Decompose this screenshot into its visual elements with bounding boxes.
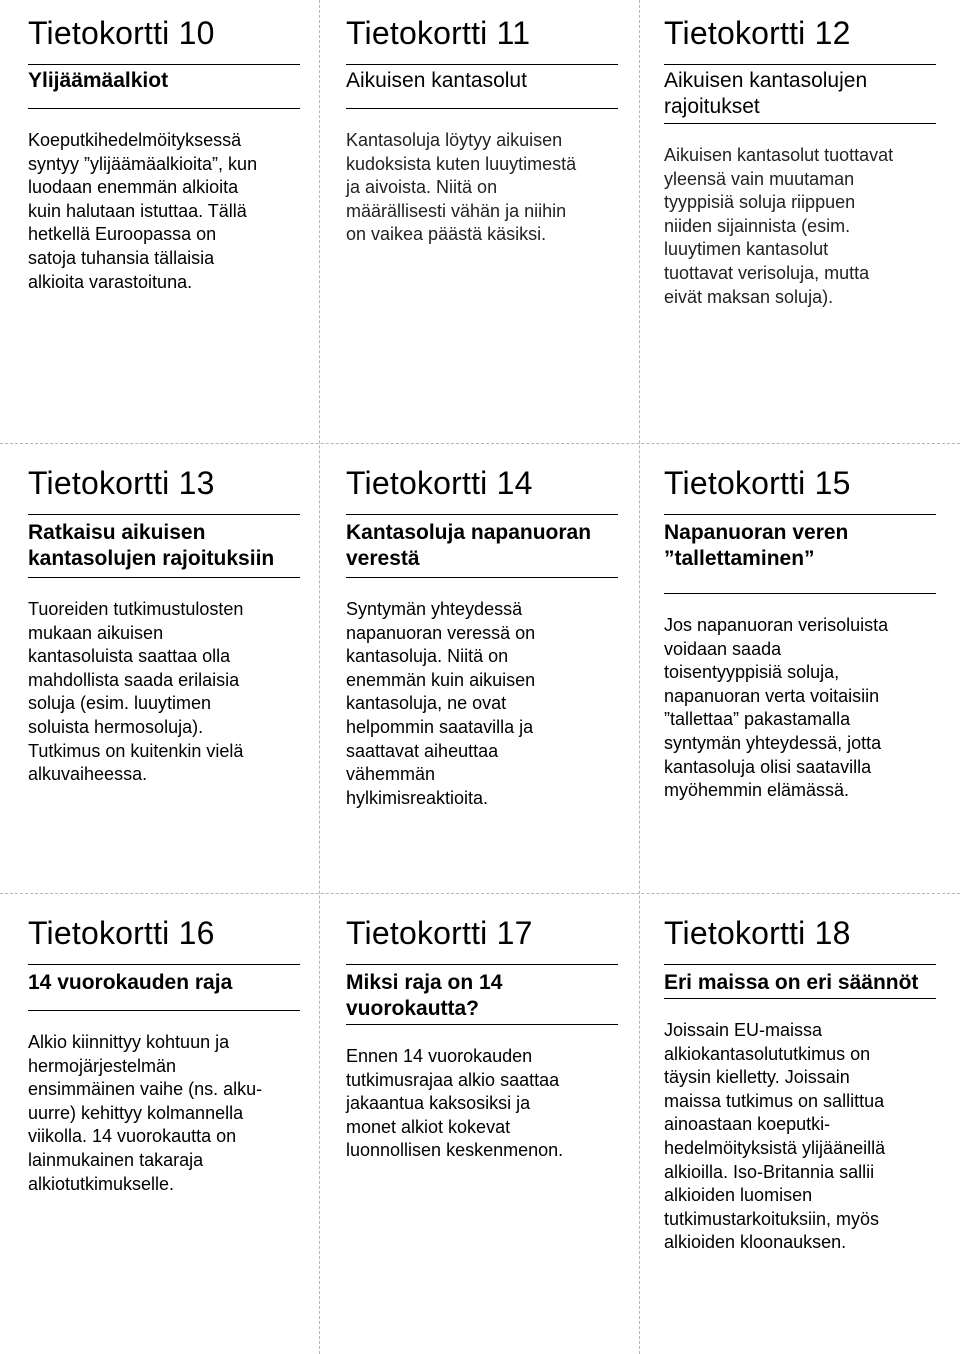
info-card-14 bbox=[346, 466, 618, 810]
card-body: Koeputkihedelmöityksessä syntyy ”ylijäämäalkioita”, kun luodaan enemmän alkioita kuin halutaan istuttaa. Tällä hetkellä Euroopassa on satoja tuhansia tällaisia alkioita varastoituna. bbox=[28, 130, 258, 292]
card-heading: Tietokortti 17 bbox=[346, 915, 533, 951]
subtitle-rule bbox=[664, 593, 936, 594]
card-heading: Tietokortti 15 bbox=[664, 465, 851, 501]
heading-rule bbox=[28, 514, 300, 515]
heading-rule bbox=[346, 514, 618, 515]
subtitle-rule bbox=[346, 577, 618, 578]
subtitle-rule bbox=[28, 1010, 300, 1011]
card-subtitle: Ratkaisu aikuisen kantasolujen rajoituksiin bbox=[28, 521, 275, 570]
info-card-17 bbox=[346, 916, 618, 1163]
card-subtitle: 14 vuorokauden raja bbox=[28, 971, 233, 994]
subtitle-rule bbox=[28, 108, 300, 109]
card-subtitle: Ylijäämäalkiot bbox=[28, 69, 169, 92]
subtitle-rule bbox=[346, 108, 618, 109]
horizontal-cut-line bbox=[0, 443, 960, 444]
info-card-18 bbox=[664, 916, 936, 1255]
card-heading: Tietokortti 12 bbox=[664, 15, 851, 51]
card-body: Kantasoluja löytyy aikuisen kudoksista kuten luuytimestä ja aivoista. Niitä on määrällisesti vähän ja niihin on vaikea päästä käsiksi. bbox=[346, 130, 577, 245]
info-card-16 bbox=[28, 916, 300, 1196]
heading-rule bbox=[664, 514, 936, 515]
subtitle-rule bbox=[664, 123, 936, 124]
card-body: Alkio kiinnittyy kohtuun ja hermojärjestelmän ensimmäinen vaihe (ns. alku- uurre) kehittyy kolmannella viikolla. 14 vuorokautta on lainmukainen takaraja alkiotutkimukselle. bbox=[28, 1032, 263, 1194]
card-heading: Tietokortti 11 bbox=[346, 15, 531, 51]
card-heading: Tietokortti 16 bbox=[28, 915, 215, 951]
heading-rule bbox=[346, 64, 618, 65]
info-card-12 bbox=[664, 16, 936, 309]
subtitle-rule bbox=[28, 577, 300, 578]
info-card-13 bbox=[28, 466, 300, 787]
card-heading: Tietokortti 18 bbox=[664, 915, 851, 951]
heading-rule bbox=[664, 964, 936, 965]
card-body: Joissain EU-maissa alkiokantasolututkimus on täysin kielletty. Joissain maissa tutkimus on sallittua ainoastaan koeputki- hedelmöityksistä ylijääneillä alkioilla. Iso-Britannia sallii alkioiden luomisen tutkimustarkoituksiin, myös alkioiden kloonauksen. bbox=[664, 1020, 886, 1253]
info-card-15 bbox=[664, 466, 936, 803]
heading-rule bbox=[28, 64, 300, 65]
vertical-cut-line bbox=[319, 0, 320, 1354]
card-subtitle: Aikuisen kantasolujen rajoitukset bbox=[664, 69, 868, 118]
card-subtitle: Aikuisen kantasolut bbox=[346, 69, 527, 92]
card-subtitle: Eri maissa on eri säännöt bbox=[664, 971, 919, 994]
card-subtitle: Kantasoluja napanuoran verestä bbox=[346, 521, 592, 570]
card-body: Jos napanuoran verisoluista voidaan saada toisentyyppisiä soluja, napanuoran verta voitaisiin ”tallettaa” pakastamalla syntymän yhteydessä, jotta kantasoluja olisi saatavilla myöhemmin elämässä. bbox=[664, 615, 889, 801]
horizontal-cut-line bbox=[0, 893, 960, 894]
info-card-11 bbox=[346, 16, 618, 247]
subtitle-rule bbox=[664, 998, 936, 999]
info-card-10 bbox=[28, 16, 300, 294]
card-heading: Tietokortti 10 bbox=[28, 15, 215, 51]
heading-rule bbox=[346, 964, 618, 965]
card-body: Syntymän yhteydessä napanuoran veressä on kantasoluja. Niitä on enemmän kuin aikuisen kantasoluja, ne ovat helpommin saatavilla ja saattavat aiheuttaa vähemmän hylkimisreaktioita. bbox=[346, 599, 536, 808]
card-heading: Tietokortti 13 bbox=[28, 465, 215, 501]
card-body: Tuoreiden tutkimustulosten mukaan aikuisen kantasoluista saattaa olla mahdollista saada erilaisia soluja (esim. luuytimen soluista hermosoluja). Tutkimus on kuitenkin vielä alkuvaiheessa. bbox=[28, 599, 244, 785]
heading-rule bbox=[664, 64, 936, 65]
heading-rule bbox=[28, 964, 300, 965]
vertical-cut-line bbox=[639, 0, 640, 1354]
card-heading: Tietokortti 14 bbox=[346, 465, 533, 501]
card-subtitle: Miksi raja on 14 vuorokautta? bbox=[346, 971, 503, 1020]
card-subtitle: Napanuoran veren ”tallettaminen” bbox=[664, 521, 849, 570]
card-body: Ennen 14 vuorokauden tutkimusrajaa alkio saattaa jakaantua kaksosiksi ja monet alkiot kokevat luonnollisen keskenmenon. bbox=[346, 1046, 564, 1161]
card-body: Aikuisen kantasolut tuottavat yleensä vain muutaman tyyppisiä soluja riippuen niiden sijainnista (esim. luuytimen kantasolut tuottavat verisoluja, mutta eivät maksan soluja). bbox=[664, 145, 894, 307]
subtitle-rule bbox=[346, 1024, 618, 1025]
